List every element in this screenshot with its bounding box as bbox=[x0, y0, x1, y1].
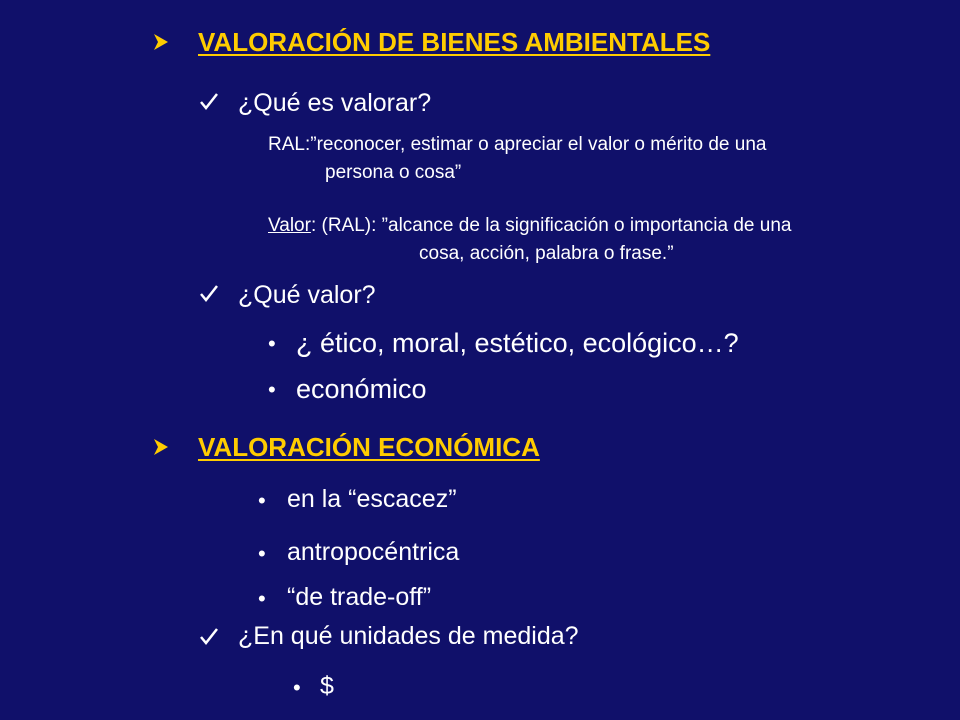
list-item-economic: económico bbox=[296, 374, 427, 404]
question-units-of-measure: ¿En qué unidades de medida? bbox=[238, 622, 579, 650]
bullet-icon: • bbox=[258, 541, 266, 566]
arrowhead-bullet-icon bbox=[152, 32, 170, 58]
question-what-value: ¿Qué valor? bbox=[238, 281, 376, 309]
section-title-economic-valuation: VALORACIÓN ECONÓMICA bbox=[198, 432, 540, 462]
definition-term-valor: Valor bbox=[268, 215, 311, 236]
section-title-environmental-valuation: VALORACIÓN DE BIENES AMBIENTALES bbox=[198, 27, 711, 57]
bullet-icon: • bbox=[293, 675, 301, 700]
bullet-icon: • bbox=[258, 586, 266, 611]
checkmark-icon bbox=[198, 625, 220, 654]
bullet-icon: • bbox=[268, 377, 276, 402]
definition-valor-text: : (RAL): ”alcance de la significación o importancia de una bbox=[310, 215, 792, 236]
definition-valor-line1 bbox=[268, 214, 791, 238]
definition-ral-valorar-line2: persona o cosa” bbox=[325, 162, 462, 183]
bullet-icon: • bbox=[258, 488, 266, 513]
question-what-is-valuing: ¿Qué es valorar? bbox=[238, 89, 432, 117]
arrowhead-bullet-icon bbox=[152, 437, 170, 463]
checkmark-icon bbox=[198, 90, 220, 119]
list-item-trade-off: “de trade-off” bbox=[287, 583, 432, 611]
list-item-scarcity: en la “escacez” bbox=[287, 485, 457, 513]
bullet-icon: • bbox=[268, 331, 276, 356]
list-item-value-types: ¿ ético, moral, estético, ecológico…? bbox=[296, 328, 739, 358]
list-item-anthropocentric: antropocéntrica bbox=[287, 538, 460, 566]
list-item-dollar: $ bbox=[320, 672, 334, 700]
checkmark-icon bbox=[198, 282, 220, 311]
definition-ral-valorar-line1: RAL:”reconocer, estimar o apreciar el valor o mérito de una bbox=[268, 134, 767, 155]
definition-valor-line2: cosa, acción, palabra o frase.” bbox=[419, 243, 674, 264]
